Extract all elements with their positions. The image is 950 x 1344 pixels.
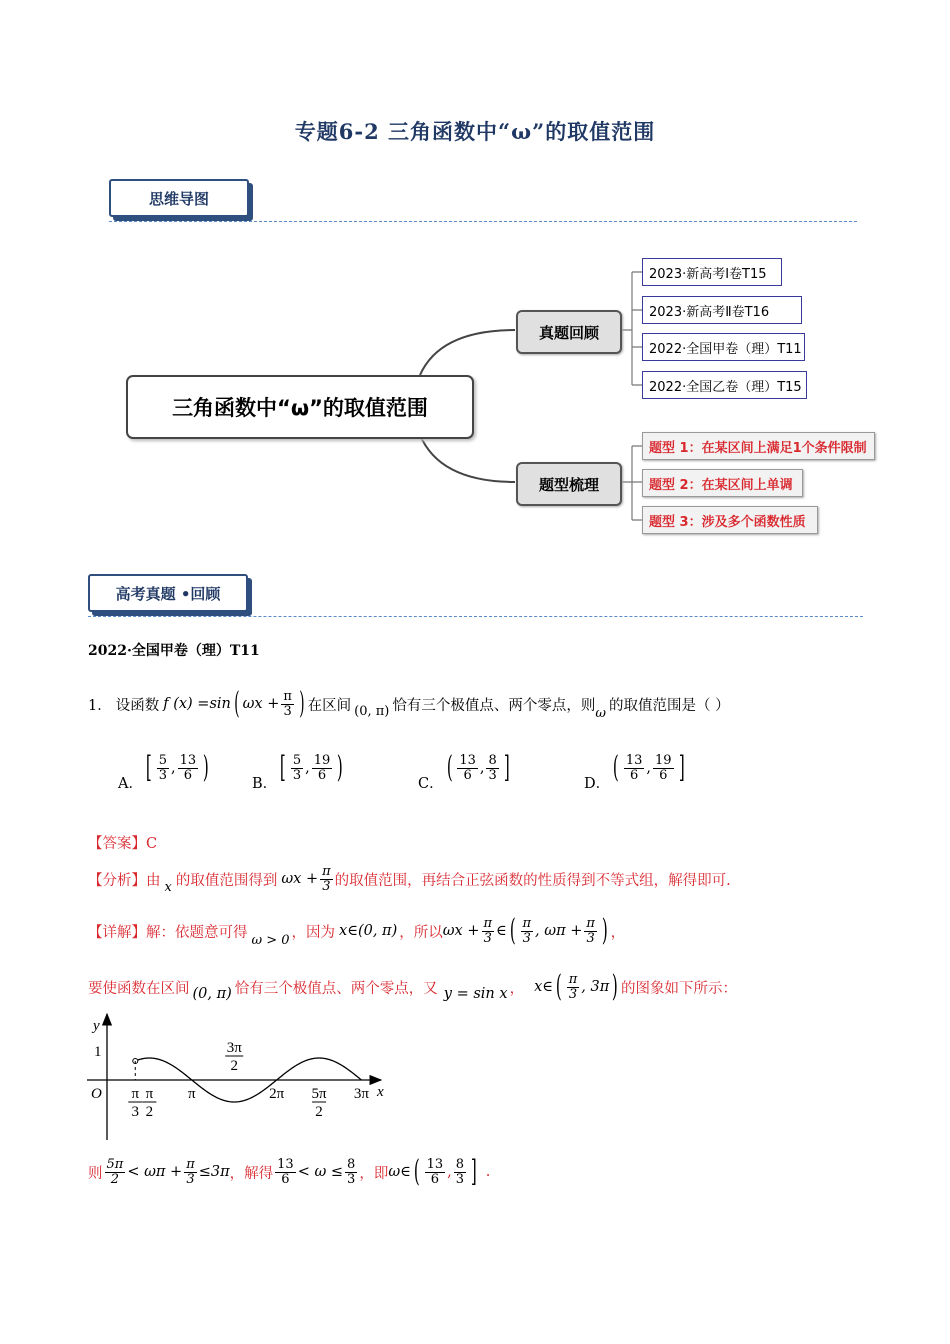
math-expr: 8 <box>488 752 497 768</box>
math-expr: 3 <box>292 767 302 783</box>
math-expr: [ <box>145 750 152 785</box>
origin-label: O <box>91 1086 102 1102</box>
mindmap-leaf-type: 题型 1：在某区间上满足1个条件限制 <box>642 432 875 460</box>
x-tick-label: 2 <box>315 1104 323 1120</box>
math-expr: 8 <box>347 1156 356 1172</box>
answer-line <box>88 832 157 853</box>
detail-tag: 【详解】 <box>88 924 146 941</box>
problem-text: 设函数 <box>115 697 160 714</box>
math-expr: x∈(0, π) <box>339 923 398 939</box>
mindmap-branch-review: 真题回顾 <box>516 310 622 354</box>
top-tick-label: 3π <box>226 1040 242 1056</box>
sine-graph <box>85 1010 395 1145</box>
mindmap-connectors <box>0 0 950 560</box>
math-expr: ] <box>678 750 685 785</box>
detail-text: 的图象如下所示： <box>620 980 737 997</box>
problem-statement: 1． 设函数 f (x) =sin ( ωx + $\frac{\pi}{3}$ ) 在区间 (0, π) 恰有三个极值点、两个零点，则 ω 的取值范围是（ ） <box>88 686 730 721</box>
final-text: ，解得 <box>229 1165 274 1182</box>
math-expr: ω <box>595 705 606 721</box>
final-text: 则 <box>88 1165 103 1182</box>
math-expr: 3 <box>488 767 497 783</box>
detail-text: 恰有三个极值点、两个零点，又 <box>234 980 438 997</box>
math-expr: 13 <box>625 752 643 768</box>
math-expr: [ <box>280 750 286 785</box>
analysis-text: 由 <box>146 872 161 889</box>
math-expr: ( <box>446 750 453 785</box>
detail-line-1: 【详解】 解：依题意可得 ω > 0 ，因为 x∈(0, π) ，所以 ωx + $\frac{\pi}{3}$ ∈ ( $\frac{\pi}{3}$ , ωπ + $\frac{\pi}{3}$ ) ， <box>88 913 626 948</box>
math-expr: 6 <box>281 1171 290 1187</box>
math-expr: 2 <box>110 1171 120 1187</box>
math-expr: 3 <box>158 767 167 783</box>
option-a: A． [ $\frac{5}{3}$ , $\frac{13}{6}$ ) <box>118 750 209 792</box>
math-expr: x <box>164 879 172 895</box>
math-expr: ω∈ <box>388 1164 411 1180</box>
math-expr: 6 <box>317 767 327 783</box>
mindmap-branch-types: 题型梳理 <box>516 462 622 506</box>
top-tick-label: 2 <box>230 1058 238 1074</box>
x-tick-label: 3π <box>353 1086 370 1102</box>
math-expr: , ωπ + <box>535 923 583 939</box>
final-line: 则 $\frac{5\pi}{2}$ < ωπ + $\frac{\pi}{3}$ ≤3π ，解得 $\frac{13}{6}$ < ω ≤ $\frac{8}{3}$ ，即 ω∈ ( $\frac{13}{6}$ , $\frac{8}{3}$ ] . <box>88 1154 491 1189</box>
x-tick-label: 3 <box>131 1104 140 1120</box>
problem-text: 恰有三个极值点、两个零点，则 <box>392 697 596 714</box>
math-expr: ) <box>337 750 344 785</box>
math-expr: 13 <box>179 752 197 768</box>
math-expr: , 3π <box>581 979 610 995</box>
math-expr: < ωπ + <box>127 1164 183 1180</box>
answer-value: C <box>146 836 158 852</box>
problem-text: 的取值范围是（ ） <box>608 697 730 714</box>
math-expr: 19 <box>313 752 331 768</box>
y-axis-label: y <box>93 1018 100 1034</box>
math-expr: 5 <box>292 752 302 768</box>
math-expr: f (x) =sin <box>163 696 231 712</box>
analysis-tag: 【分析】 <box>88 872 146 889</box>
x-tick-label: π <box>131 1086 140 1102</box>
detail-text: ，所以 <box>399 924 443 941</box>
mindmap-leaf: 2023·新高考Ⅰ卷T15 <box>642 258 782 286</box>
math-expr: ω > 0 <box>251 932 290 948</box>
problem-text: 在区间 <box>307 697 352 714</box>
detail-text: ， <box>610 924 626 941</box>
divider <box>88 616 863 617</box>
math-expr: 6 <box>463 767 472 783</box>
problem-source: 2022·全国甲卷（理）T11 <box>88 643 260 659</box>
math-expr: π <box>283 688 292 704</box>
math-expr: ) <box>203 750 209 785</box>
math-expr: y = sin x <box>443 986 508 1002</box>
detail-text: ，因为 <box>291 924 336 941</box>
math-expr: 13 <box>277 1156 294 1172</box>
mindmap-leaf-type: 题型 3：涉及多个函数性质 <box>642 506 818 534</box>
math-expr: 3 <box>283 703 292 719</box>
math-expr: 3 <box>347 1171 356 1187</box>
y-tick-1: 1 <box>94 1044 102 1060</box>
final-text: . <box>485 1164 491 1180</box>
math-expr: 13 <box>459 752 476 768</box>
math-expr: (0, π) <box>354 703 390 719</box>
detail-text: 要使函数在区间 <box>88 980 190 997</box>
section-header-review <box>88 574 248 612</box>
mindmap-leaf: 2022·全国乙卷（理）T15 <box>642 371 807 399</box>
detail-text: ， <box>509 980 525 997</box>
mindmap-center-node: 三角函数中“ω”的取值范围 <box>126 375 474 439</box>
math-expr: 5π <box>106 1156 124 1172</box>
option-d: D． ( $\frac{13}{6}$ , $\frac{19}{6}$ ] <box>584 750 685 792</box>
option-c: C． ( $\frac{13}{6}$ , $\frac{8}{3}$ ] <box>418 750 510 792</box>
section-header-label: 思维导图 <box>148 189 209 208</box>
x-axis-label: x <box>377 1084 384 1100</box>
math-expr: ≤3π <box>198 1164 230 1180</box>
math-expr: ωx + <box>281 871 319 887</box>
math-expr: ∈ <box>496 923 507 939</box>
x-tick-label: π <box>145 1086 154 1102</box>
mindmap-leaf-type: 题型 2：在某区间上单调 <box>642 469 803 497</box>
math-expr: ωx + <box>242 696 280 712</box>
x-tick-label: 2π <box>269 1086 285 1102</box>
detail-text: 解：依题意可得 <box>146 924 248 941</box>
mindmap-leaf: 2023·新高考Ⅱ卷T16 <box>642 296 802 324</box>
detail-line-2: 要使函数在区间 (0, π) 恰有三个极值点、两个零点，又 y = sin x ， x∈ ( $\frac{\pi}{3}$ , 3π ) 的图象如下所示： <box>88 969 737 1004</box>
math-expr: 6 <box>183 767 192 783</box>
option-label: A． <box>118 775 143 792</box>
x-tick-label: 5π <box>311 1086 327 1102</box>
x-tick-label: 2 <box>145 1104 154 1120</box>
math-expr: (0, π) <box>192 986 232 1002</box>
analysis-line: 【分析】 由 x 的取值范围得到 ωx + $\frac{\pi}{3}$ 的取值范围，再结合正弦函数的性质得到不等式组，解得即可. <box>88 863 731 895</box>
answer-tag: 【答案】 <box>88 836 146 852</box>
math-expr: ] <box>503 750 510 785</box>
problem-number: 1． <box>88 697 112 714</box>
math-expr: x∈ <box>534 979 553 995</box>
page-title: 专题6-2 三角函数中“ω”的取值范围 <box>294 119 656 144</box>
math-expr: ( <box>613 750 619 785</box>
option-label: D． <box>584 775 611 792</box>
math-expr: < ω ≤ <box>297 1164 344 1180</box>
x-tick-label: π <box>188 1086 196 1102</box>
math-expr: 5 <box>158 752 167 768</box>
option-label: C． <box>418 775 444 792</box>
math-expr: 6 <box>659 767 668 783</box>
final-text: ，即 <box>359 1165 389 1182</box>
option-label: B． <box>252 775 278 792</box>
math-expr: 6 <box>629 767 639 783</box>
analysis-text: 的取值范围得到 <box>175 872 278 889</box>
option-b: B． [ $\frac{5}{3}$ , $\frac{19}{6}$ ) <box>252 750 344 792</box>
analysis-text: 的取值范围，再结合正弦函数的性质得到不等式组，解得即可. <box>334 872 731 889</box>
math-expr: 19 <box>655 752 672 768</box>
math-expr: ωx + <box>442 923 480 939</box>
section-header-label: 高考真题 •回顾 <box>115 584 221 603</box>
mindmap-leaf: 2022·全国甲卷（理）T11 <box>642 333 805 361</box>
